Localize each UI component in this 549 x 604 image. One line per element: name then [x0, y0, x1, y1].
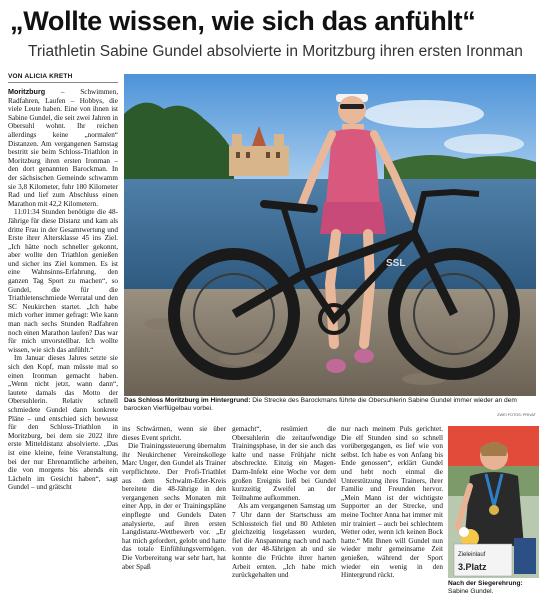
result-plaque	[454, 544, 512, 576]
column-1-paragraph-3: Im Januar dieses Jahres setzte sie sich den Kopf, man müsste mal so einen Ironman gemacht haben. „Wenn nicht jetzt, wann dann“, lautete damals das Motto der Obersuhlerin. Relativ schnell schmiedete Gundel dann konkrete Pläne – und entschied sich bewusst für den Schloss-Triathlon in Moritzburg, bei dem sie 2022 ihre erste Mitteldistanz absolvierte. „Das ist eine kleine, feine Veranstaltung, bei der nur Ehrenamtliche arbeiten, die von morgens bis abends ein Lächeln im Gesicht haben“, sagt Gundel – und grätscht	[8, 354, 118, 492]
dateline: Moritzburg	[8, 88, 46, 96]
caption2-lead: Nach der Siegerehrung:	[448, 580, 523, 587]
article-column-4	[341, 425, 443, 604]
caption-text: Die Strecke des Barockmans führte die Obersuhlerin Sabine Gundel immer wieder an dem barocken Vierflügelbau vorbei.	[124, 397, 517, 413]
byline: VON ALICIA KRETH	[8, 73, 73, 80]
article-column-2	[122, 425, 226, 604]
photo-credit: ZWEI FOTOS: PRIVAT	[497, 413, 536, 417]
article-column-3	[232, 425, 336, 604]
byline-divider	[8, 82, 118, 83]
column-3-paragraph-2: Als am vergangenen Samstag um 7 Uhr dann der Startschuss am Schlossteich fiel und 80 Athleten gleichzeitig losgelassen wurden, fiel die Anspannung nach und nach von der 48-Jährigen ab und sie konnte die Früchte ihrer harten Arbeit ernten. „Ich habe mich zurückgehalten und	[232, 502, 336, 580]
column-1-paragraph-2: 11:01:34 Stunden benötigte die 48-Jährige für diese Distanz und kam als dritte Frau in der Gesamtwertung und Erste ihrer Altersklasse 45 ins Ziel. „Ich hätte noch schneller gekonnt, aber wollte den Triathlon genießen und sicher ins Ziel kommen. Es ist eine Wahnsinns-Erfahrung, den ganzen Tag Sport zu machen“, so Gundel, die für die Triathletenschmiede Werratal und den SC Neukirchen startet. „Ich habe mich vorher immer gefragt: Wie kann man nach sechs Stunden Radfahren noch einen Marathon laufen? Das war für mich unvorstellbar. Ich wollte wissen, wie sich das anfühlt.“	[8, 208, 118, 354]
caption2-text: Sabine Gundel.	[448, 588, 494, 596]
article-column-1	[8, 88, 118, 604]
caption-lead: Das Schloss Moritzburg im Hintergrund:	[124, 397, 251, 404]
svg-text:Zieleinlauf: Zieleinlauf	[458, 552, 486, 558]
article-subheadline: Triathletin Sabine Gundel absolvierte in Moritzburg ihren ersten Ironman	[28, 43, 523, 60]
main-photo-caption	[124, 397, 536, 413]
column-2-paragraph-1: ins Schwärmen, wenn sie über dieses Event spricht.	[122, 425, 226, 442]
award-photo-caption	[448, 580, 543, 596]
column-3-paragraph-1: gemacht“, resümiert die Obersuhlerin die zeitaufwendige Trainingsphase, in der sie auch das kalte und nasse Frühjahr nicht abschreckte. Einzig ein Magen-Darm-Infekt eine Woche vor dem großen Ereignis ließ bei Gundel kurzzeitig Zweifel an der Teilnahme aufkommen.	[232, 425, 336, 502]
award-photo	[448, 426, 539, 578]
article-headline: „Wollte wissen, wie sich das anfühlt“	[10, 6, 476, 36]
column-1-paragraph-1: Moritzburg – Schwimmen, Radfahren, Laufen – Hobbys, die viele Leute haben. Eine von ihnen ist Sabine Gundel, die seit zwei Jahren in Obersuhl wohnt. Ihr reichen allerdings keine „normalen“ Distanzen. Am vergangenen Samstag bestritt sie beim Schloss-Triathlon in Moritzburg ihren ersten Ironman – den dort genannten Barockman. In der sächsischen Gemeinde schwamm sie 3,8 Kilometer, fuhr 180 Kilometer Rad und lief zum Abschluss einen Marathon mit 42,2 Kilometern.	[8, 88, 118, 208]
main-photo	[124, 74, 536, 396]
svg-text:3.Platz: 3.Platz	[458, 562, 487, 572]
bike-frame-label: SSL	[386, 258, 406, 269]
column-4-paragraph-1: nur nach meinem Puls gerichtet. Die elf Stunden sind so schnell vorübergegangen, es lief wie von selbst. Ich habe es von Anfang bis Ende genossen“, erklärt Gundel und hebt noch einmal die Unterstützung ihres Trainers, ihrer Familie und Freunden hervor. „Mein Mann ist der wichtigste Supporter an der Strecke, und meine Tochter Anna hat immer mit mir trainiert – auch bei schlechtem Wetter oder, wenn ich keinen Bock hatte.“ Mit Ihnen will Gundel nun wieder mehr gemeinsame Zeit genießen, während der Sport wieder ein wenig in den Hintergrund rückt.	[341, 425, 443, 580]
column-2-paragraph-2: Die Trainingssteuerung übernahm ihr Neukirchener Vereinskollege Marc Unger, den Gundel als Trainer verpflichtete. Der Profi-Triathlet aus dem Schwalm-Eder-Kreis bereitete die 48-Jährige in den vergangenen sechs Monaten mit einer App, in der er Trainingspläne einpflegte und Gundels Daten analysierte, auf ihren ersten Langdistanz-Wettbewerb vor. „Er hat mich gefordert, gelobt und hatte das totale Einfühlungsvermögen. Die Vorbereitung war sehr hart, hat aber Spaß	[122, 442, 226, 571]
